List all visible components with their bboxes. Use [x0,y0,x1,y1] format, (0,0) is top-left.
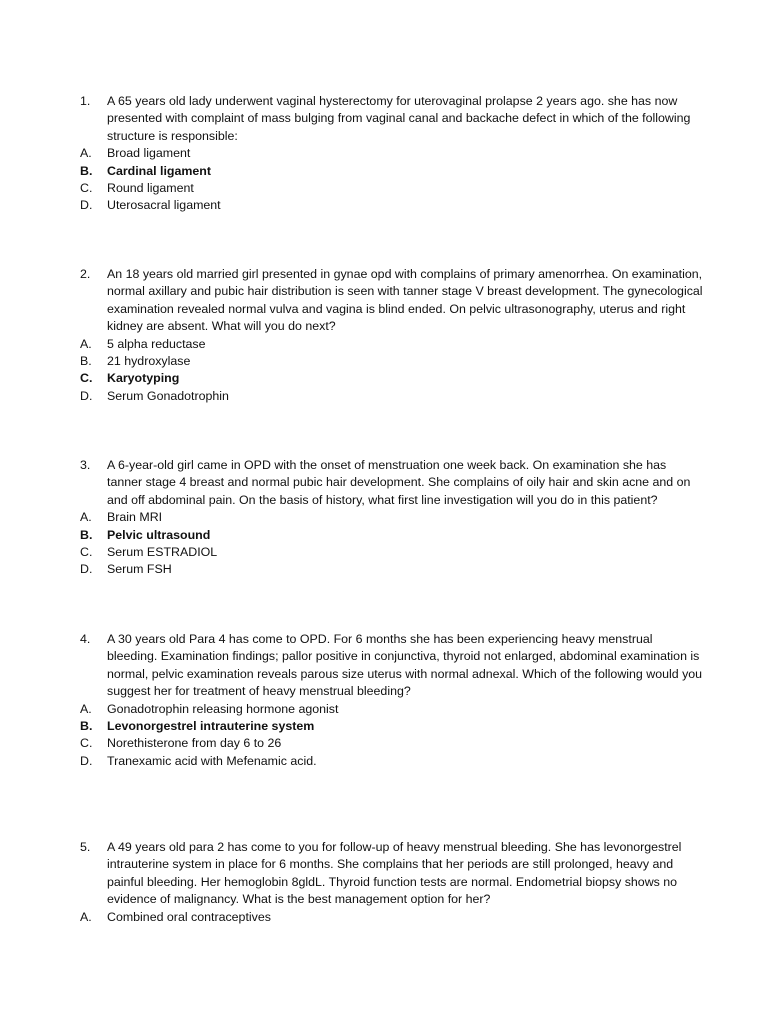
option-letter: A. [80,701,92,716]
question-text: A 6-year-old girl came in OPD with the onset of menstruation one week back. On examination she has tanner stage 4 breast and normal pubic hair development. She complains of oily hair and skin acne and on and off abdominal pain. On the basis of history, what first line investigation will you do in this patient? [107,458,691,507]
option-b-answer [80,163,704,180]
option-letter: C. [80,545,93,560]
option-text: Gonadotrophin releasing hormone agonist [107,701,339,716]
option-letter: C. [80,736,93,751]
option-letter: A. [80,146,92,161]
option-letter: D. [80,198,93,213]
question-number: 5. [80,840,91,854]
question-2 [80,266,704,405]
option-a [80,336,704,353]
option-letter: B. [80,354,92,369]
question-stem [80,93,704,145]
option-text: 21 hydroxylase [107,354,191,369]
option-text: Serum FSH [107,562,172,577]
question-1 [80,93,704,215]
option-b [80,353,704,370]
question-text: A 49 years old para 2 has come to you for follow-up of heavy menstrual bleeding. She has levonorgestrel intrauterine system in place for 6 months. She complains that her periods are still prolonged, heavy and painful bleeding. Her hemoglobin 8gldL. Thyroid function tests are normal. Endometrial biopsy shows no evidence of malignancy. What is the best management option for her? [107,840,682,907]
option-c [80,544,704,561]
option-d [80,197,704,214]
option-d [80,753,704,770]
question-text: A 30 years old Para 4 has come to OPD. For 6 months she has been experiencing heavy menstrual bleeding. Examination findings; pallor positive in conjunctiva, thyroid not enlarged, abdominal examination is normal, pelvic examination reveals parous size uterus with normal adnexal. Which of the following would you suggest her for treatment of heavy menstrual bleeding? [107,632,703,699]
option-text: Uterosacral ligament [107,198,221,213]
question-3 [80,457,704,579]
question-number: 4. [80,632,91,646]
option-c [80,180,704,197]
option-text: Serum Gonadotrophin [107,388,229,403]
option-text: Pelvic ultrasound [107,527,211,542]
option-d [80,561,704,578]
option-letter: C. [80,371,93,386]
option-letter: D. [80,388,93,403]
option-letter: D. [80,753,93,768]
option-text: Karyotyping [107,371,180,386]
question-stem [80,457,704,509]
option-letter: B. [80,719,93,734]
option-a [80,701,704,718]
option-a [80,509,704,526]
option-text: Combined oral contraceptives [107,909,271,924]
option-d [80,388,704,405]
question-text: An 18 years old married girl presented in gynae opd with complains of primary amenorrhea. On examination, normal axillary and pubic hair distribution is seen with tanner stage V breast development. The gynecological examination revealed normal vulva and vagina is blind ended. On pelvic ultrasonography, uterus and right kidney are absent. What will you do next? [107,267,703,334]
option-text: Brain MRI [107,510,163,525]
question-4 [80,631,704,770]
question-text: A 65 years old lady underwent vaginal hysterectomy for uterovaginal prolapse 2 years ago. she has now presented with complaint of mass bulging from vaginal canal and backache defect in which of the following structure is responsible: [107,94,691,143]
option-text: Round ligament [107,181,194,196]
question-number: 1. [80,94,91,108]
option-letter: D. [80,562,93,577]
option-b-answer [80,718,704,735]
option-a [80,909,704,926]
question-stem [80,631,704,701]
option-text: Tranexamic acid with Mefenamic acid. [107,753,317,768]
question-number: 2. [80,267,91,281]
option-letter: B. [80,163,93,178]
option-text: Serum ESTRADIOL [107,545,218,560]
option-letter: A. [80,909,92,924]
option-letter: C. [80,181,93,196]
option-letter: B. [80,527,93,542]
option-text: Norethisterone from day 6 to 26 [107,736,282,751]
option-text: Broad ligament [107,146,191,161]
option-a [80,145,704,162]
question-5 [80,839,704,926]
option-letter: A. [80,510,92,525]
option-text: 5 alpha reductase [107,336,206,351]
question-stem [80,266,704,336]
option-text: Levonorgestrel intrauterine system [107,719,315,734]
option-text: Cardinal ligament [107,163,211,178]
option-c-answer [80,370,704,387]
question-stem [80,839,704,909]
option-b-answer [80,527,704,544]
option-c [80,735,704,752]
question-number: 3. [80,458,91,472]
option-letter: A. [80,336,92,351]
